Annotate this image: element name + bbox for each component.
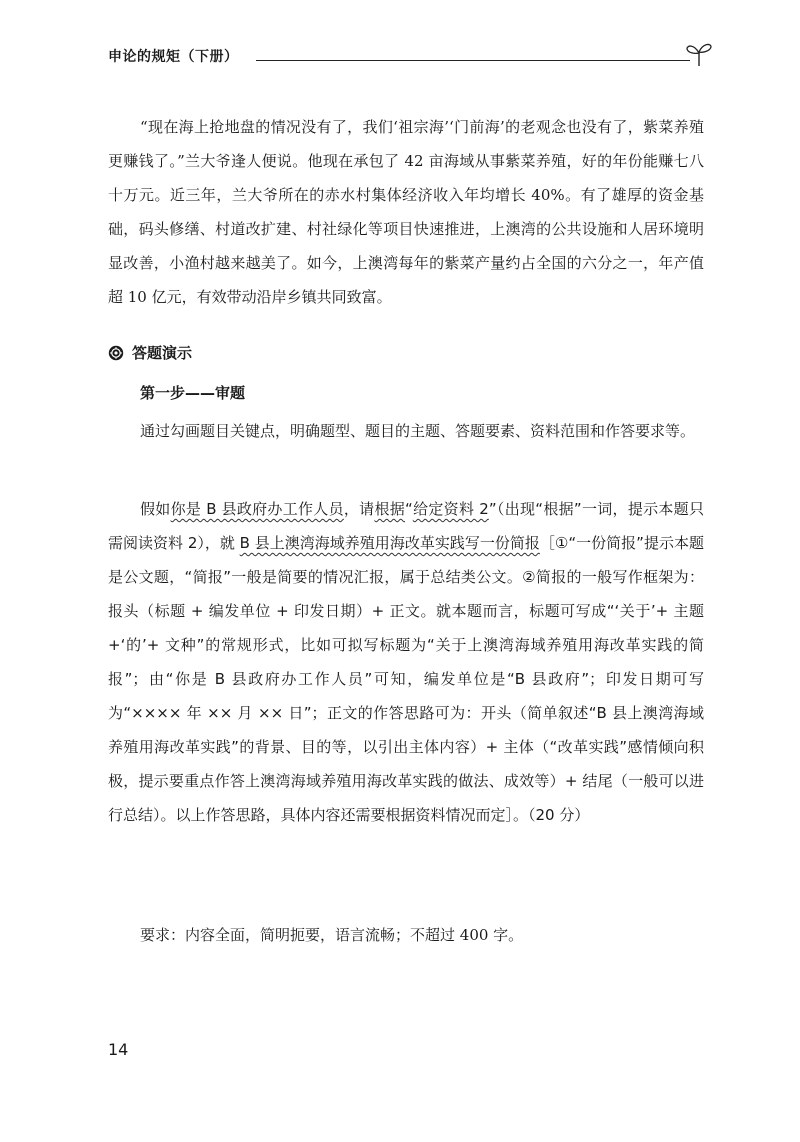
question-segment: “ [405,500,413,518]
question-keyword: 给定资料 2 [412,500,489,518]
question-segment: ”（出现“根据”一词，提示本题只需阅读资料 2），就 [108,500,704,552]
description-paragraph: 通过勾画题目关键点，明确题型、题目的主题、答题要素、资料范围和作答要求等。 [140,422,696,440]
question-keyword: B 县上澳湾海域养殖用海改革实践写一份简报 [239,534,540,552]
question-segment: 假如 [140,500,171,518]
intro-text [108,110,704,314]
gear-icon [108,345,124,361]
intro-paragraph: “现在海上抢地盘的情况没有了，我们‘祖宗海’‘门前海’的老观念也没有了，紫菜养殖更赚钱了。”兰大爷逢人便说。他现在承包了 42 亩海域从事紫菜养殖，好的年份能赚七八十万元。近三年，兰大爷所在的赤水村集体经济收入年均增长 40%。有了雄厚的资金基础，码头修缮、村道改扩建、村社绿化等项目快速推进，上澳湾的公共设施和人居环境明显改善，小渔村越来越美了。如今，上澳湾每年的紫菜产量约占全国的六分之一，年产值超 10 亿元，有效带动沿岸乡镇共同致富。 [108,118,704,306]
description-text [108,414,704,448]
page-number: 14 [108,1040,129,1059]
requirement-text [108,918,704,952]
step-title: 第一步——审题 [140,384,246,402]
question-segment: ［①“一份简报”提示本题是公文题，“简报”一般是简要的情况汇报，属于总结类公文。②简报的一般写作框架为：报头（标题 + 编发单位 + 印发日期）+ 正文。就本题而言，标题可写成“‘关于’+ 主题 +‘的’+ 文种”的常规形式，比如可拟写标题为“关于上澳湾海域养殖用海改革实践的简报”；由“你是 B 县政府办工作人员”可知，编发单位是“B 县政府”；印发日期可写为“×××× 年 ×× 月 ×× 日”；正文的作答思路可为：开头（简单叙述“B 县上澳湾海域养殖用海改革实践”的背景、目的等，以引出主体内容）+ 主体（“改革实践”感情倾向积极，提示要重点作答上澳湾海域养殖用海改革实践的做法、成效等）+ 结尾（一般可以进行总结）。以上作答思路，具体内容还需要根据资料情况而定］。（20 分） [108,534,704,824]
requirement-paragraph: 要求：内容全面，简明扼要，语言流畅；不超过 400 字。 [140,926,524,944]
section-title: 答题演示 [132,344,193,362]
question-keyword: 根据 [374,500,406,518]
question-segment: ，请 [343,500,375,518]
book-title: 申论的规矩（下册） [108,49,239,65]
question-paragraph [108,492,704,832]
sprout-icon [684,40,714,68]
page-header [108,40,708,72]
question-keyword: 你是 B 县政府办工作人员 [170,500,344,518]
question-text [108,492,704,832]
header-rule [256,60,690,61]
